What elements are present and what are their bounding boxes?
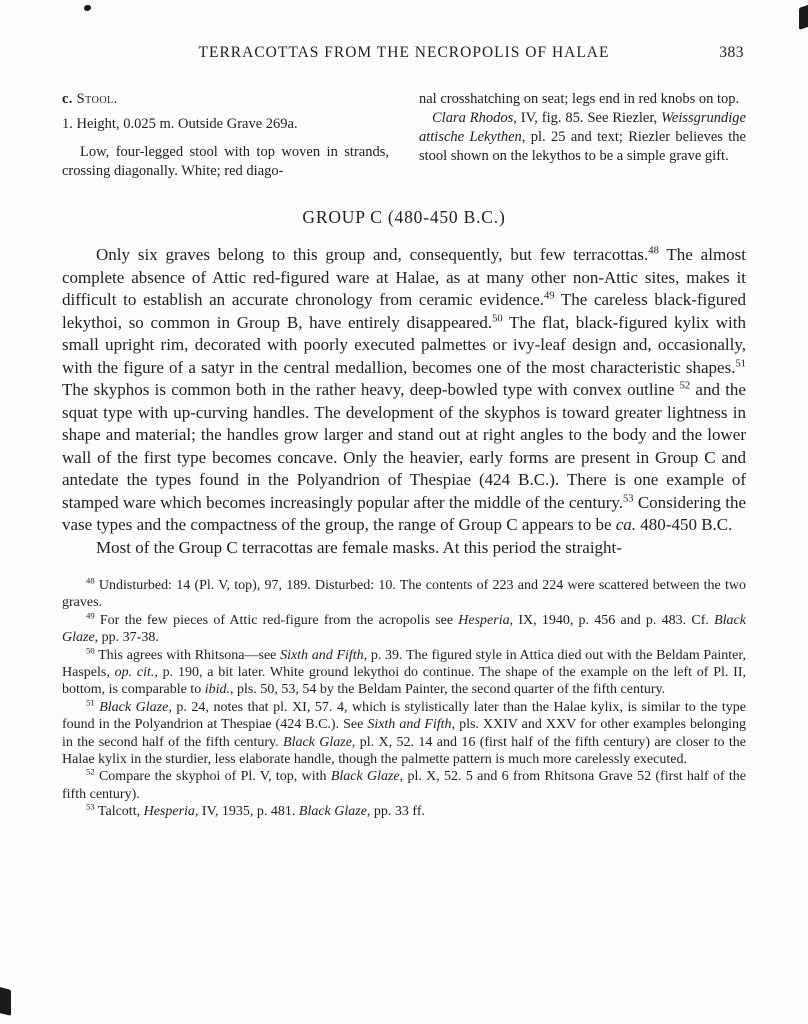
catalog-right-column [419,90,746,181]
footnote: $^{52}$ Compare the skyphoi of Pl. V, top, with Black Glaze, pl. X, 52. 5 and 6 from Rhitsona Grave 52 (first half of the fifth century). [62,766,747,802]
scan-artifact [799,4,808,30]
footnote: $^{50}$ This agrees with Rhitsona—see Sixth and Fifth, p. 39. The figured style in Attica died out with the Beldam Painter, Haspels, op. cit., p. 190, a bit later. White ground lekythoi do continue. The shape of the example on the left of Pl. II, bottom, is comparable to ibid., pls. 50, 53, 54 by the Beldam Painter, the second quarter of the fifth century. [62,644,747,698]
running-title: TERRACOTTAS FROM THE NECROPOLIS OF HALAE [198,44,610,61]
footnote: $^{49}$ For the few pieces of Attic red-figure from the acropolis see Hesperia, IX, 1940, p. 456 and p. 483. Cf. Black Glaze, pp. 37-38. [62,610,746,646]
catalog-entry-line: 1. Height, 0.025 m. Outside Grave 269a. [62,116,298,132]
footnote: $^{48}$ Undisturbed: 14 (Pl. V, top), 97, 189. Disturbed: 10. The contents of 223 and 224 were scattered between the two graves. [62,575,746,611]
section-heading: GROUP C (480-450 B.C.) [302,207,506,227]
catalog-description-continued: nal crosshatching on seat; legs end in red knobs on top. [419,91,740,107]
footnotes-section [62,577,746,821]
catalog-reference: Clara Rhodos, IV, fig. 85. See Riezler, Weissgrundige attische Lekythen, pl. 25 and text; Riezler believes the stool shown on the lekythos to be a simple grave gift. [419,110,746,164]
catalog-left-column [62,90,389,181]
page-number: 383 [719,44,744,61]
footnote: $^{53}$ Talcott, Hesperia, IV, 1935, p. 481. Black Glaze, pp. 33 ff. [86,801,425,820]
catalog-item-heading: c. Stool. [62,91,118,107]
body-paragraph: Only six graves belong to this group and, consequently, but few terracottas.$^{48}$ The almost complete absence of Attic red-figured ware at Halae, as at many other non-Attic sites, makes it difficult to establish an accurate chronology from ceramic evidence.$^{49}$ The careless black-figured lekythoi, so common in Group B, have entirely disappeared.$^{50}$ The flat, black-figured kylix with small upright rim, decorated with poorly executed palmettes or ivy-leaf design and, occasionally, with the figure of a satyr in the central medallion, becomes one of the most characteristic shapes.$^{51}$ The skyphos is common both in the rather heavy, deep-bowled type with convex outline $^{52}$ and the squat type with up-curving handles. The development of the skyphos is toward greater lightness in shape and material; the handles grow larger and stand out at right angles to the body and the lower wall of the first type becomes concave. Only the heavier, early forms are present in Group C and antedate the types found in the Polyandrion of Thespiae (424 B.C.). There is one example of stamped ware which becomes increasingly popular after the middle of the century.$^{53}$ Considering the vase types and the compactness of the group, the range of Group C appears to be ca. 480-450 B.C. [62,245,747,534]
catalog-description: Low, four-legged stool with top woven in strands, crossing diagonally. White; red diago- [62,144,389,179]
page-header [62,44,746,64]
footnote: $^{51}$ Black Glaze, p. 24, notes that pl. XI, 57. 4, which is stylistically later than the Halae kylix, is similar to the type found in the Polyandrion at Thespiae (424 B.C.). See Sixth and Fifth, pls. XXIV and XXV for other examples belonging in the second half of the fifth century. Black Glaze, pl. X, 52. 14 and 16 (first half of the fifth century) are closer to the Halae kylix in the sturdier, less elaborate handle, though the palmette pattern is much more carelessly executed. [62,697,747,768]
main-text [62,244,746,559]
body-paragraph: Most of the Group C terracottas are female masks. At this period the straight- [96,537,622,557]
scan-artifact [0,986,11,1016]
catalog-section [62,90,746,181]
scan-artifact [84,5,91,11]
